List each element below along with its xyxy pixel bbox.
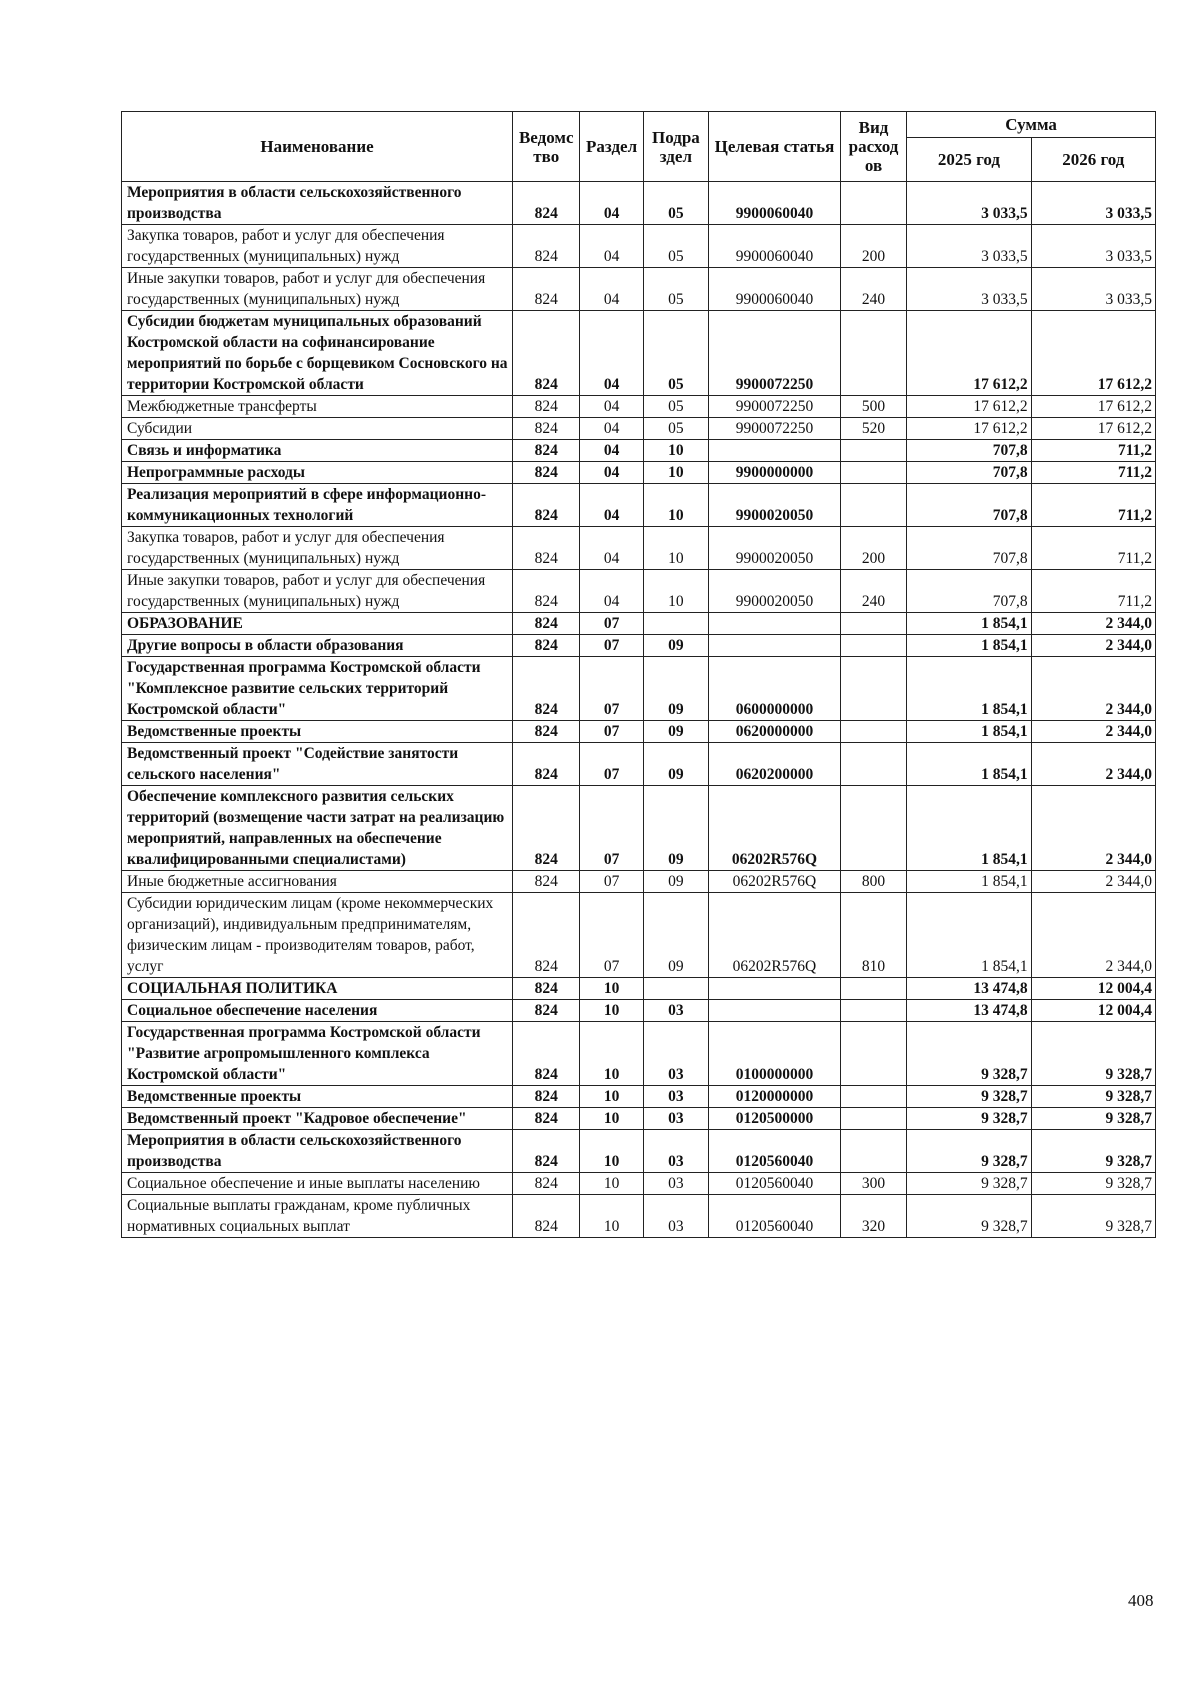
table-row	[122, 721, 1156, 743]
cell-subsection: 05	[643, 396, 708, 418]
cell-section: 07	[580, 635, 643, 657]
cell-exp-type: 300	[840, 1173, 906, 1195]
cell-2026: 2 344,0	[1031, 721, 1155, 743]
cell-section: 10	[580, 1173, 643, 1195]
cell-2026: 2 344,0	[1031, 657, 1155, 721]
cell-2025: 1 854,1	[907, 635, 1031, 657]
cell-exp-type	[840, 613, 906, 635]
cell-subsection: 09	[643, 721, 708, 743]
cell-exp-type: 200	[840, 225, 906, 268]
cell-exp-type	[840, 440, 906, 462]
cell-dept: 824	[513, 721, 580, 743]
cell-section: 04	[580, 527, 643, 570]
cell-subsection: 03	[643, 1086, 708, 1108]
cell-subsection: 09	[643, 743, 708, 786]
table-row	[122, 1108, 1156, 1130]
budget-table	[121, 111, 1156, 1238]
table-row	[122, 893, 1156, 978]
cell-name: Межбюджетные трансферты	[122, 396, 513, 418]
cell-2026: 2 344,0	[1031, 786, 1155, 871]
cell-exp-type	[840, 462, 906, 484]
cell-2025: 9 328,7	[907, 1195, 1031, 1238]
cell-2026: 9 328,7	[1031, 1130, 1155, 1173]
cell-article	[709, 635, 841, 657]
cell-section: 10	[580, 1086, 643, 1108]
cell-2026: 12 004,4	[1031, 1000, 1155, 1022]
cell-section: 04	[580, 225, 643, 268]
cell-2025: 707,8	[907, 484, 1031, 527]
table-row	[122, 570, 1156, 613]
cell-exp-type	[840, 1000, 906, 1022]
cell-subsection: 09	[643, 871, 708, 893]
cell-exp-type: 520	[840, 418, 906, 440]
header-year-2025: 2025 год	[907, 138, 1031, 182]
cell-subsection: 10	[643, 527, 708, 570]
cell-name: Закупка товаров, работ и услуг для обеспечения государственных (муниципальных) нужд	[122, 527, 513, 570]
cell-subsection: 03	[643, 1195, 708, 1238]
cell-exp-type	[840, 1086, 906, 1108]
cell-exp-type	[840, 657, 906, 721]
cell-exp-type: 320	[840, 1195, 906, 1238]
cell-article: 06202R576Q	[709, 893, 841, 978]
cell-name: Ведомственный проект "Кадровое обеспечение"	[122, 1108, 513, 1130]
cell-exp-type	[840, 743, 906, 786]
cell-2026: 9 328,7	[1031, 1195, 1155, 1238]
cell-section: 07	[580, 893, 643, 978]
cell-name: Иные закупки товаров, работ и услуг для обеспечения государственных (муниципальных) нужд	[122, 570, 513, 613]
cell-subsection: 03	[643, 1130, 708, 1173]
cell-name: Другие вопросы в области образования	[122, 635, 513, 657]
cell-name: Субсидии	[122, 418, 513, 440]
cell-exp-type	[840, 182, 906, 225]
cell-article	[709, 440, 841, 462]
cell-article: 0600000000	[709, 657, 841, 721]
cell-article: 0120560040	[709, 1173, 841, 1195]
cell-section: 07	[580, 786, 643, 871]
cell-article: 0620200000	[709, 743, 841, 786]
cell-subsection: 09	[643, 786, 708, 871]
cell-article	[709, 978, 841, 1000]
table-row	[122, 311, 1156, 396]
table-row	[122, 743, 1156, 786]
cell-2025: 17 612,2	[907, 311, 1031, 396]
cell-2026: 3 033,5	[1031, 225, 1155, 268]
cell-2025: 9 328,7	[907, 1022, 1031, 1086]
table-body	[122, 182, 1156, 1238]
cell-article: 0620000000	[709, 721, 841, 743]
cell-section: 07	[580, 871, 643, 893]
cell-dept: 824	[513, 1000, 580, 1022]
cell-article: 9900020050	[709, 570, 841, 613]
cell-2026: 711,2	[1031, 462, 1155, 484]
cell-subsection: 10	[643, 440, 708, 462]
cell-name: Государственная программа Костромской области "Комплексное развитие сельских территорий Костромской области"	[122, 657, 513, 721]
table-row	[122, 1195, 1156, 1238]
table-row	[122, 871, 1156, 893]
cell-2026: 3 033,5	[1031, 182, 1155, 225]
table-row	[122, 635, 1156, 657]
cell-article: 0120560040	[709, 1195, 841, 1238]
table-row	[122, 462, 1156, 484]
cell-subsection: 05	[643, 182, 708, 225]
cell-dept: 824	[513, 182, 580, 225]
cell-article	[709, 613, 841, 635]
cell-section: 07	[580, 721, 643, 743]
cell-dept: 824	[513, 893, 580, 978]
cell-section: 10	[580, 1022, 643, 1086]
header-subsection: Подра здел	[643, 112, 708, 182]
cell-2025: 707,8	[907, 527, 1031, 570]
cell-2025: 1 854,1	[907, 786, 1031, 871]
cell-exp-type	[840, 484, 906, 527]
cell-exp-type: 240	[840, 268, 906, 311]
header-year-2026: 2026 год	[1031, 138, 1155, 182]
table-row	[122, 1086, 1156, 1108]
cell-article: 9900072250	[709, 418, 841, 440]
cell-exp-type: 200	[840, 527, 906, 570]
cell-2026: 2 344,0	[1031, 635, 1155, 657]
table-row	[122, 1173, 1156, 1195]
cell-dept: 824	[513, 311, 580, 396]
table-header	[122, 112, 1156, 182]
cell-subsection: 10	[643, 462, 708, 484]
cell-2025: 9 328,7	[907, 1173, 1031, 1195]
cell-2025: 3 033,5	[907, 268, 1031, 311]
cell-exp-type: 810	[840, 893, 906, 978]
cell-section: 07	[580, 743, 643, 786]
cell-exp-type	[840, 786, 906, 871]
cell-2026: 9 328,7	[1031, 1022, 1155, 1086]
cell-2026: 711,2	[1031, 570, 1155, 613]
cell-section: 04	[580, 182, 643, 225]
cell-subsection: 03	[643, 1000, 708, 1022]
cell-exp-type	[840, 1130, 906, 1173]
cell-2025: 1 854,1	[907, 743, 1031, 786]
table-row	[122, 1022, 1156, 1086]
cell-name: Мероприятия в области сельскохозяйственного производства	[122, 182, 513, 225]
cell-2025: 1 854,1	[907, 721, 1031, 743]
cell-2026: 9 328,7	[1031, 1108, 1155, 1130]
table-row	[122, 268, 1156, 311]
header-name: Наименование	[122, 112, 513, 182]
cell-exp-type: 500	[840, 396, 906, 418]
cell-2026: 17 612,2	[1031, 396, 1155, 418]
cell-section: 04	[580, 311, 643, 396]
cell-dept: 824	[513, 657, 580, 721]
cell-dept: 824	[513, 871, 580, 893]
cell-name: Социальные выплаты гражданам, кроме публичных нормативных социальных выплат	[122, 1195, 513, 1238]
cell-exp-type: 800	[840, 871, 906, 893]
header-section: Раздел	[580, 112, 643, 182]
cell-name: Субсидии бюджетам муниципальных образований Костромской области на софинансирование мероприятий по борьбе с борщевиком Сосновского на территории Костромской области	[122, 311, 513, 396]
cell-article: 9900020050	[709, 527, 841, 570]
cell-section: 10	[580, 1108, 643, 1130]
header-sum: Сумма	[907, 112, 1156, 138]
cell-name: Обеспечение комплексного развития сельских территорий (возмещение части затрат на реализацию мероприятий, направленных на обеспечение квалифицированными специалистами)	[122, 786, 513, 871]
cell-2026: 2 344,0	[1031, 743, 1155, 786]
cell-exp-type	[840, 1022, 906, 1086]
table-row	[122, 396, 1156, 418]
cell-dept: 824	[513, 396, 580, 418]
cell-subsection	[643, 978, 708, 1000]
header-exp-type: Вид расход ов	[840, 112, 906, 182]
cell-article: 9900060040	[709, 225, 841, 268]
cell-name: Непрограммные расходы	[122, 462, 513, 484]
cell-dept: 824	[513, 418, 580, 440]
cell-subsection: 09	[643, 893, 708, 978]
cell-exp-type	[840, 1108, 906, 1130]
cell-dept: 824	[513, 462, 580, 484]
cell-2025: 1 854,1	[907, 893, 1031, 978]
cell-subsection	[643, 613, 708, 635]
cell-dept: 824	[513, 1195, 580, 1238]
cell-section: 04	[580, 268, 643, 311]
cell-name: Субсидии юридическим лицам (кроме некоммерческих организаций), индивидуальным предпринимателям, физическим лицам - производителям товаров, работ, услуг	[122, 893, 513, 978]
table-row	[122, 182, 1156, 225]
cell-article: 06202R576Q	[709, 786, 841, 871]
cell-2026: 711,2	[1031, 527, 1155, 570]
cell-2025: 1 854,1	[907, 657, 1031, 721]
cell-2025: 707,8	[907, 440, 1031, 462]
cell-exp-type	[840, 635, 906, 657]
cell-2026: 9 328,7	[1031, 1173, 1155, 1195]
cell-2026: 711,2	[1031, 484, 1155, 527]
cell-dept: 824	[513, 225, 580, 268]
cell-article	[709, 1000, 841, 1022]
cell-2025: 17 612,2	[907, 418, 1031, 440]
cell-dept: 824	[513, 1173, 580, 1195]
cell-dept: 824	[513, 440, 580, 462]
table-row	[122, 418, 1156, 440]
cell-name: Ведомственный проект "Содействие занятости сельского населения"	[122, 743, 513, 786]
table-row	[122, 657, 1156, 721]
cell-section: 10	[580, 1130, 643, 1173]
cell-subsection: 05	[643, 225, 708, 268]
table-row	[122, 484, 1156, 527]
table-row	[122, 527, 1156, 570]
cell-2026: 17 612,2	[1031, 418, 1155, 440]
cell-2026: 2 344,0	[1031, 613, 1155, 635]
cell-article: 0120000000	[709, 1086, 841, 1108]
cell-article: 0100000000	[709, 1022, 841, 1086]
cell-name: Иные закупки товаров, работ и услуг для обеспечения государственных (муниципальных) нужд	[122, 268, 513, 311]
cell-subsection: 05	[643, 418, 708, 440]
cell-dept: 824	[513, 613, 580, 635]
cell-2026: 2 344,0	[1031, 893, 1155, 978]
cell-2025: 9 328,7	[907, 1086, 1031, 1108]
cell-name: ОБРАЗОВАНИЕ	[122, 613, 513, 635]
table-row	[122, 225, 1156, 268]
cell-2025: 707,8	[907, 570, 1031, 613]
cell-dept: 824	[513, 1108, 580, 1130]
cell-article: 9900072250	[709, 311, 841, 396]
cell-section: 10	[580, 1195, 643, 1238]
header-dept: Ведомс тво	[513, 112, 580, 182]
cell-2025: 9 328,7	[907, 1108, 1031, 1130]
cell-section: 10	[580, 978, 643, 1000]
cell-article: 0120500000	[709, 1108, 841, 1130]
table-row	[122, 978, 1156, 1000]
cell-subsection: 03	[643, 1022, 708, 1086]
cell-section: 04	[580, 484, 643, 527]
cell-2026: 2 344,0	[1031, 871, 1155, 893]
cell-dept: 824	[513, 1086, 580, 1108]
cell-subsection: 09	[643, 635, 708, 657]
cell-article: 9900060040	[709, 182, 841, 225]
page-number: 408	[1128, 1591, 1154, 1610]
cell-2025: 1 854,1	[907, 871, 1031, 893]
cell-exp-type	[840, 721, 906, 743]
cell-2026: 12 004,4	[1031, 978, 1155, 1000]
cell-name: Реализация мероприятий в сфере информационно-коммуникационных технологий	[122, 484, 513, 527]
cell-dept: 824	[513, 570, 580, 613]
cell-2026: 17 612,2	[1031, 311, 1155, 396]
cell-dept: 824	[513, 635, 580, 657]
cell-subsection: 05	[643, 311, 708, 396]
cell-article: 9900072250	[709, 396, 841, 418]
cell-name: Социальное обеспечение и иные выплаты населению	[122, 1173, 513, 1195]
cell-subsection: 05	[643, 268, 708, 311]
cell-name: Иные бюджетные ассигнования	[122, 871, 513, 893]
cell-subsection: 03	[643, 1108, 708, 1130]
cell-article: 9900000000	[709, 462, 841, 484]
header-article: Целевая статья	[709, 112, 841, 182]
cell-dept: 824	[513, 268, 580, 311]
table-row	[122, 1000, 1156, 1022]
table-row	[122, 440, 1156, 462]
cell-2025: 707,8	[907, 462, 1031, 484]
cell-section: 04	[580, 570, 643, 613]
table-row	[122, 786, 1156, 871]
cell-name: Социальное обеспечение населения	[122, 1000, 513, 1022]
cell-subsection: 10	[643, 484, 708, 527]
cell-section: 10	[580, 1000, 643, 1022]
cell-section: 04	[580, 440, 643, 462]
cell-article: 06202R576Q	[709, 871, 841, 893]
cell-article: 9900060040	[709, 268, 841, 311]
cell-2026: 711,2	[1031, 440, 1155, 462]
cell-name: Закупка товаров, работ и услуг для обеспечения государственных (муниципальных) нужд	[122, 225, 513, 268]
cell-section: 04	[580, 396, 643, 418]
cell-dept: 824	[513, 1130, 580, 1173]
cell-name: Ведомственные проекты	[122, 1086, 513, 1108]
cell-subsection: 09	[643, 657, 708, 721]
cell-exp-type	[840, 311, 906, 396]
cell-2025: 1 854,1	[907, 613, 1031, 635]
cell-dept: 824	[513, 527, 580, 570]
cell-dept: 824	[513, 484, 580, 527]
table-row	[122, 1130, 1156, 1173]
cell-2025: 13 474,8	[907, 978, 1031, 1000]
cell-name: Ведомственные проекты	[122, 721, 513, 743]
cell-exp-type	[840, 978, 906, 1000]
cell-2025: 17 612,2	[907, 396, 1031, 418]
cell-2025: 3 033,5	[907, 182, 1031, 225]
cell-subsection: 10	[643, 570, 708, 613]
cell-2025: 3 033,5	[907, 225, 1031, 268]
cell-section: 07	[580, 657, 643, 721]
cell-subsection: 03	[643, 1173, 708, 1195]
cell-dept: 824	[513, 978, 580, 1000]
cell-article: 9900020050	[709, 484, 841, 527]
cell-2026: 3 033,5	[1031, 268, 1155, 311]
cell-dept: 824	[513, 743, 580, 786]
cell-section: 07	[580, 613, 643, 635]
cell-name: Связь и информатика	[122, 440, 513, 462]
cell-2026: 9 328,7	[1031, 1086, 1155, 1108]
table-row	[122, 613, 1156, 635]
cell-section: 04	[580, 462, 643, 484]
cell-name: Государственная программа Костромской области "Развитие агропромышленного комплекса Костромской области"	[122, 1022, 513, 1086]
cell-exp-type: 240	[840, 570, 906, 613]
cell-dept: 824	[513, 786, 580, 871]
cell-name: СОЦИАЛЬНАЯ ПОЛИТИКА	[122, 978, 513, 1000]
cell-name: Мероприятия в области сельскохозяйственного производства	[122, 1130, 513, 1173]
cell-2025: 13 474,8	[907, 1000, 1031, 1022]
cell-article: 0120560040	[709, 1130, 841, 1173]
cell-dept: 824	[513, 1022, 580, 1086]
cell-section: 04	[580, 418, 643, 440]
cell-2025: 9 328,7	[907, 1130, 1031, 1173]
